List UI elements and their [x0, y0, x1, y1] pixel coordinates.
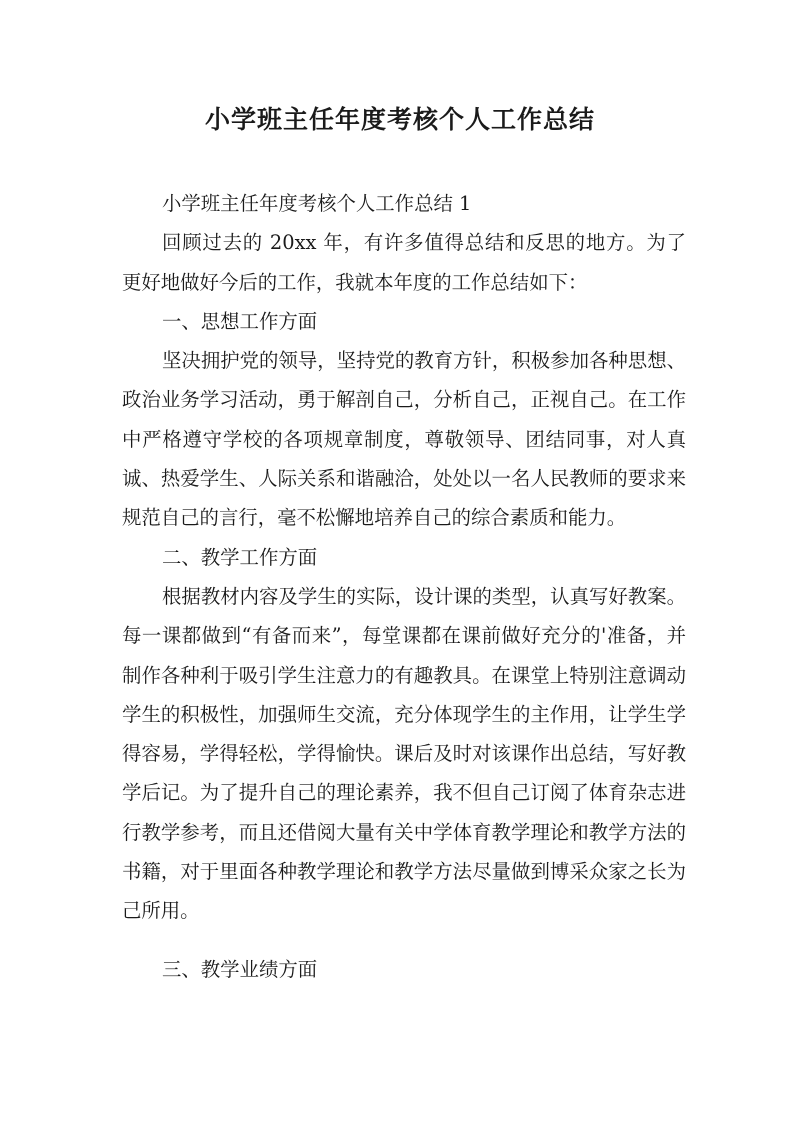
section-heading: 二、教学工作方面 — [162, 545, 318, 569]
document-title: 小学班主任年度考核个人工作总结 — [204, 105, 595, 134]
document-body — [122, 184, 686, 989]
paragraph-ideology: 坚决拥护党的领导，坚持党的教育方针，积极参加各种思想、政治业务学习活动，勇于解剖自己，分析自己，正视自己。在工作中严格遵守学校的各项规章制度，尊敬领导、团结同事，对人真诚、热爱学生、人际关系和谐融洽，处处以一名人民教师的要求来规范自己的言行，毫不松懈地培养自己的综合素质和能力。 — [122, 349, 686, 530]
section-heading: 小学班主任年度考核个人工作总结 1 — [162, 192, 472, 215]
paragraph-intro: 回顾过去的 20xx 年，有许多值得总结和反思的地方。为了更好地做好今后的工作，我就本年度的工作总结如下： — [122, 231, 686, 294]
section-heading: 三、教学业绩方面 — [162, 957, 318, 981]
section-heading: 一、思想工作方面 — [162, 309, 318, 333]
paragraph-teaching: 根据教材内容及学生的实际，设计课的类型，认真写好教案。每一课都做到“有备而来”，每堂课都在课前做好充分的'准备，并制作各种利于吸引学生注意力的有趣教具。在课堂上特别注意调动学生的积极性，加强师生交流，充分体现学生的主作用，让学生学得容易，学得轻松，学得愉快。课后及时对该课作出总结，写好教学后记。为了提升自己的理论素养，我不但自己订阅了体育杂志进行教学参考，而且还借阅大量有关中学体育教学理论和教学方法的书籍，对于里面各种教学理论和教学方法尽量做到博采众家之长为己所用。 — [122, 584, 686, 923]
